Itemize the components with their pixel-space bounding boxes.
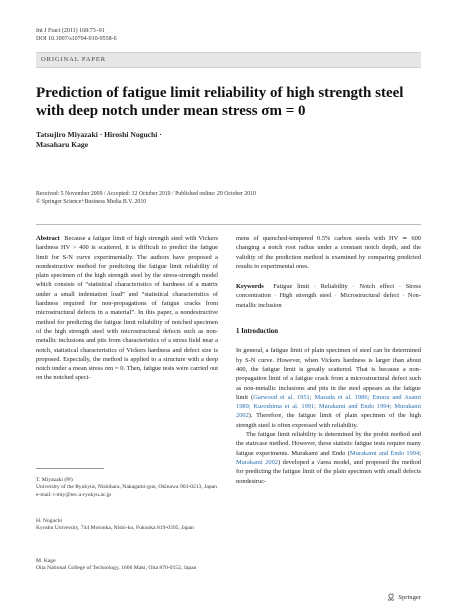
keywords-text: Fatigue limit · Reliability · Notch effect · Stress concentration · High strength steel · Microstructural defect · Non-metallic inclusion — [236, 283, 421, 309]
left-column — [36, 234, 218, 383]
author-affiliation-3 — [36, 558, 218, 573]
email[interactable]: e-mail: t-miy@tec.u-ryukyu.ac.jp — [36, 491, 112, 498]
author-affiliation-1 — [36, 477, 218, 499]
author-affiliation-2 — [36, 518, 218, 533]
intro-paragraph-1: In general, a fatigue limit of plain specimen of steel can be determined by S-N curve. However, when Vickers hardness is larger than about 400, the fatigue limit is greatly scattered. That is because a non-propagation limit of a fatigue crack from a microstructural defect such as non-metallic inclusions and pits in the steel appears as the fatigue limit (Garwood et al. 1951; Masuda et al. 1986; Emura and Asami 1989; Kuroshima et al. 1991; Murakami and Endo 1994; Murakami 2002). Therefore, the fatigue limit of plain specimen of the high strength steel is often expressed with reliability. — [236, 347, 421, 429]
affiliation: Kyushu University, 744 Motooka, Nishi-ku, Fukuoka 819-0395, Japan — [36, 525, 194, 532]
paper-title: Prediction of fatigue limit reliability of high strength steel with deep notch under mean stress σm = 0 — [36, 85, 404, 119]
publisher-name: Springer — [398, 593, 421, 601]
doi: DOI 10.1007/s10704-010-9558-6 — [36, 36, 117, 42]
copyright: © Springer Science+Business Media B.V. 2010 — [36, 198, 147, 205]
affiliation: Oita National College of Technology, 1666 Maki, Oita 870-0152, Japan — [36, 565, 197, 572]
author-name: T. Miyazaki (✉) — [36, 477, 73, 483]
authors-line-1: Tatsujiro Miyazaki · Hiroshi Noguchi · — [36, 130, 162, 139]
keywords-paragraph — [236, 282, 421, 310]
intro-paragraph-2: The fatigue limit reliability is determined by the probit method and the staircase method. However, these statistic fatigue tests require many fatigue experiments. Murakami and Endo (Murakami and Endo 1994; Murakami 2002) developed a √area model, and proposed the method for predicting the fatigue limit of the plain specimen with small defects nondestruc- — [236, 431, 422, 485]
abstract-heading: Abstract — [36, 235, 60, 242]
article-type: ORIGINAL PAPER — [41, 56, 107, 63]
section-heading-introduction: 1 Introduction — [236, 328, 278, 336]
keywords-heading: Keywords — [236, 283, 264, 291]
citation-link[interactable]: Murakami 2002 — [236, 458, 278, 466]
journal-citation: Int J Fract (2011) 168:73–91 — [36, 28, 105, 34]
publication-dates — [36, 191, 421, 206]
publisher-mark — [387, 593, 421, 601]
springer-horse-icon — [387, 593, 395, 601]
citation-link[interactable]: Murakami and Endo 1994 — [349, 449, 420, 457]
citation-link[interactable]: Garwood et al. 1951; Masuda et al. 1986; Emura and Asami 1989; Kuroshima et al. 1991; Murakami and Endo 1994; Murakami 2002 — [236, 393, 421, 420]
author-name: M. Kage — [36, 558, 56, 564]
article-type-band — [36, 52, 421, 68]
abstract-text-left: Because a fatigue limit of high strength steel with Vickers hardness HV > 400 is scattered, it is difficult to predict the fatigue limit for S-N curve experimentally. The authors have proposed a nondestructive method for predicting the fatigue limit reliability of plain specimen of the high strength steel by the stress-strength model which consists of “statistical characteristics of hardness of a matrix under a small indentation load” and “statistical characteristics of hardness required for non-propagations of fatigue cracks from microstructural defects in a material”. In this paper, a nondestructive method for predicting the fatigue limit reliability of notched specimen of the high strength steel with microstructural defects such as non-metallic inclusions and pits from characteristics of a stress field near a notch, statistical characteristics of Vickers hardness and defect size is proposed. Especially, the method is applied to a structure with a deep notch under a mean stress σm = 0. Then, fatigue tests were carried out on the notched speci- — [36, 235, 218, 382]
footnote-divider — [36, 468, 104, 469]
abstract-paragraph — [36, 234, 218, 383]
authors-line-2: Masaharu Kage — [36, 140, 89, 149]
affiliation: University of the Ryukyus, Nishihara, Nakagami-gun, Okinawa 903-0213, Japan — [36, 484, 217, 491]
right-column — [236, 234, 421, 486]
authors — [36, 130, 236, 150]
history: Received: 5 November 2009 / Accepted: 12 October 2010 / Published online: 29 October 2010 — [36, 191, 256, 197]
abstract-continuation: mens of quenched-tempered 0.5% carbon steels with HV ≃ 600 changing a notch root radius under a constant notch depth, and the validity of the prediction method is examined by comparing predicted results to experimental ones. — [236, 235, 421, 270]
author-name: H. Noguchi — [36, 518, 63, 524]
journal-info — [36, 27, 117, 43]
header-divider — [36, 224, 421, 225]
